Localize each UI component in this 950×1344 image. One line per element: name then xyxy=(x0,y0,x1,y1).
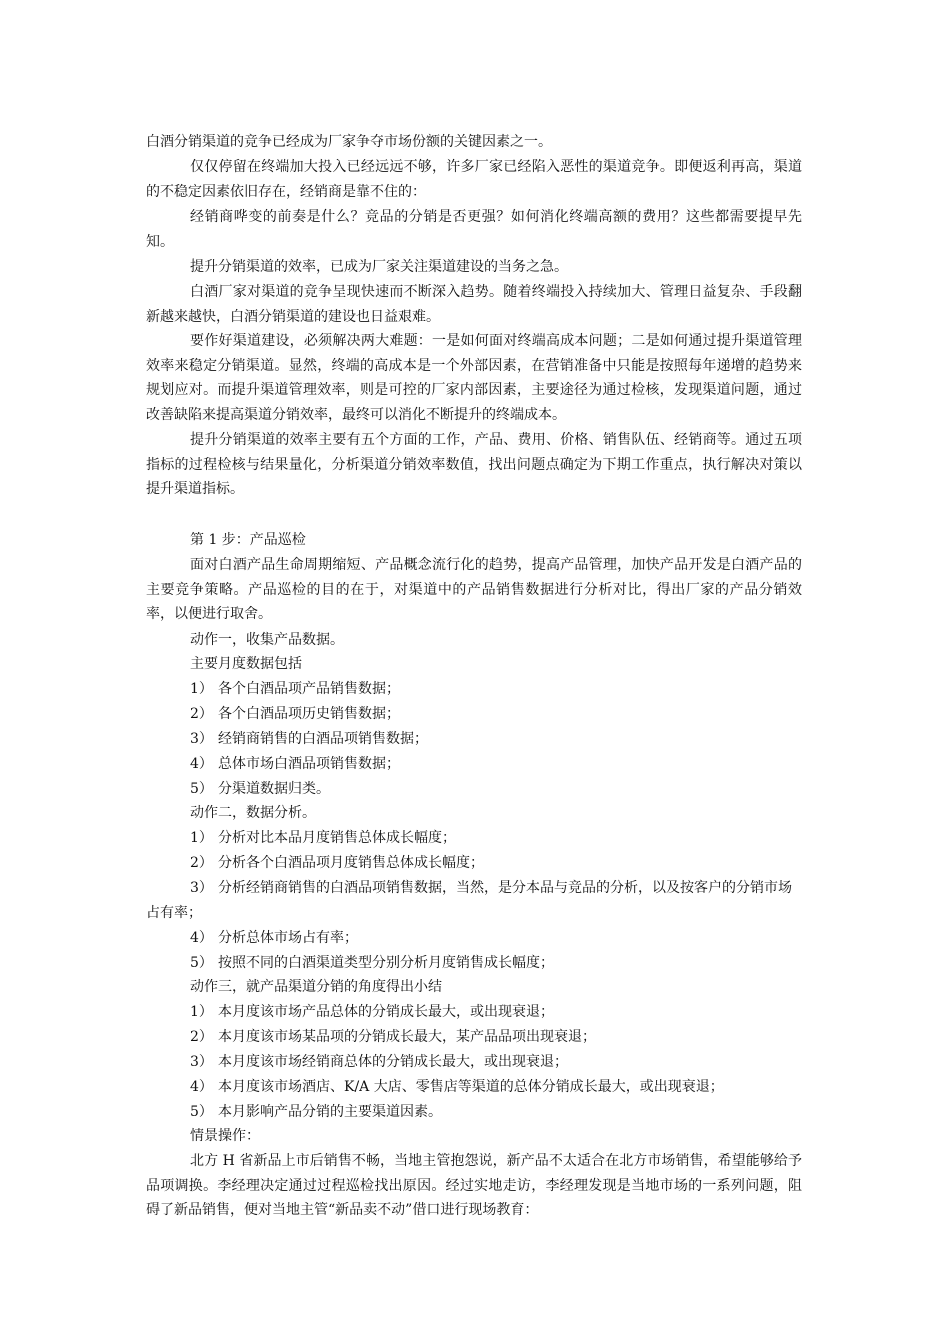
list-number: 1） xyxy=(190,1004,213,1020)
list-text: 本月度该市场酒店、K/A 大店、零售店等渠道的总体分销成长最大，或出现衰退； xyxy=(218,1079,724,1095)
list-text: 本月影响产品分销的主要渠道因素。 xyxy=(218,1104,442,1120)
list-item xyxy=(146,826,802,851)
section-heading-step-1: 第 1 步：产品巡检 xyxy=(190,532,306,548)
list-item xyxy=(146,677,802,702)
list-text: 分渠道数据归类。 xyxy=(218,781,330,797)
list-text: 分析经销商销售的白酒品项销售数据，当然，是分本品与竞品的分析，以及按客户的分销市场 xyxy=(218,880,792,896)
list-item xyxy=(146,1025,802,1050)
paragraph: 面对白酒产品生命周期缩短、产品概念流行化的趋势，提高产品管理，加快产品开发是白酒产品的主要竞争策略。产品巡检的目的在于，对渠道中的产品销售数据进行分析对比，得出厂家的产品分销效率，以便进行取舍。 xyxy=(146,557,802,623)
list-number: 3） xyxy=(190,731,213,747)
list-number: 4） xyxy=(190,1079,213,1095)
list-text: 分析各个白酒品项月度销售总体成长幅度； xyxy=(218,855,484,871)
list-number: 1） xyxy=(190,681,213,697)
list-text: 本月度该市场某品项的分销成长最大，某产品品项出现衰退； xyxy=(218,1029,596,1045)
list-number: 2） xyxy=(190,706,213,722)
list-item xyxy=(146,1075,802,1100)
list-number: 1） xyxy=(190,830,213,846)
list-text: 各个白酒品项产品销售数据； xyxy=(218,681,400,697)
list-number: 2） xyxy=(190,1029,213,1045)
paragraph: 白酒厂家对渠道的竞争呈现快速而不断深入趋势。随着终端投入持续加大、管理日益复杂、手段翻新越来越快，白酒分销渠道的建设也日益艰难。 xyxy=(146,284,802,325)
list-item xyxy=(146,1000,802,1025)
list-number: 4） xyxy=(190,756,213,772)
list-text: 按照不同的白酒渠道类型分别分析月度销售成长幅度； xyxy=(218,955,554,971)
list-item xyxy=(146,926,802,951)
paragraph: 提升分销渠道的效率主要有五个方面的工作，产品、费用、价格、销售队伍、经销商等。通过五项指标的过程检核与结果量化，分析渠道分销效率数值，找出问题点确定为下期工作重点，执行解决对策以提升渠道指标。 xyxy=(146,432,802,498)
list-number: 4） xyxy=(190,930,213,946)
paragraph: 要作好渠道建设，必须解决两大难题：一是如何面对终端高成本问题；二是如何通过提升渠道管理效率来稳定分销渠道。显然，终端的高成本是一个外部因素，在营销准备中只能是按照每年递增的趋势来规划应对。而提升渠道管理效率，则是可控的厂家内部因素，主要途径为通过检核，发现渠道问题，通过改善缺陷来提高渠道分销效率，最终可以消化不断提升的终端成本。 xyxy=(146,333,802,424)
list-text: 分析总体市场占有率； xyxy=(218,930,358,946)
paragraph: 北方 H 省新品上市后销售不畅，当地主管抱怨说，新产品不太适合在北方市场销售，希望能够给予品项调换。李经理决定通过过程巡检找出原因。经过实地走访，李经理发现是当地市场的一系列问题，阻碍了新品销售，便对当地主管“新品卖不动”借口进行现场教育： xyxy=(146,1153,802,1219)
action-heading-1: 动作一，收集产品数据。 xyxy=(190,632,344,648)
paragraph: 提升分销渠道的效率，已成为厂家关注渠道建设的当务之急。 xyxy=(190,259,568,275)
paragraph-intro: 白酒分销渠道的竞争已经成为厂家争夺市场份额的关键因素之一。 xyxy=(146,134,552,150)
paragraph: 经销商哗变的前奏是什么？竞品的分销是否更强？如何消化终端高额的费用？这些都需要提早先知。 xyxy=(146,209,802,250)
list-number: 5） xyxy=(190,781,213,797)
list-item xyxy=(146,702,802,727)
list-item xyxy=(146,1100,802,1125)
list-item xyxy=(146,851,802,876)
list-item xyxy=(146,951,802,976)
list-text: 本月度该市场产品总体的分销成长最大，或出现衰退； xyxy=(218,1004,554,1020)
paragraph: 仅仅停留在终端加大投入已经远远不够，许多厂家已经陷入恶性的渠道竞争。即便返利再高，渠道的不稳定因素依旧存在，经销商是靠不住的： xyxy=(146,159,802,200)
list-text: 总体市场白酒品项销售数据； xyxy=(218,756,400,772)
list-text: 各个白酒品项历史销售数据； xyxy=(218,706,400,722)
list-number: 3） xyxy=(190,880,213,896)
list-number: 2） xyxy=(190,855,213,871)
list-item xyxy=(146,727,802,752)
list-item xyxy=(146,777,802,802)
list-text: 经销商销售的白酒品项销售数据； xyxy=(218,731,428,747)
list-number: 5） xyxy=(190,955,213,971)
list-number: 5） xyxy=(190,1104,213,1120)
list-intro: 主要月度数据包括 xyxy=(190,656,302,672)
list-text: 分析对比本品月度销售总体成长幅度； xyxy=(218,830,456,846)
action-heading-3: 动作三，就产品渠道分销的角度得出小结 xyxy=(190,979,442,995)
list-number: 3） xyxy=(190,1054,213,1070)
action-heading-2: 动作二，数据分析。 xyxy=(190,805,316,821)
scenario-heading: 情景操作： xyxy=(190,1128,260,1144)
list-text: 本月度该市场经销商总体的分销成长最大，或出现衰退； xyxy=(218,1054,568,1070)
list-item xyxy=(146,876,802,925)
list-text-continued: 占有率； xyxy=(146,904,202,921)
list-item xyxy=(146,752,802,777)
list-item xyxy=(146,1050,802,1075)
